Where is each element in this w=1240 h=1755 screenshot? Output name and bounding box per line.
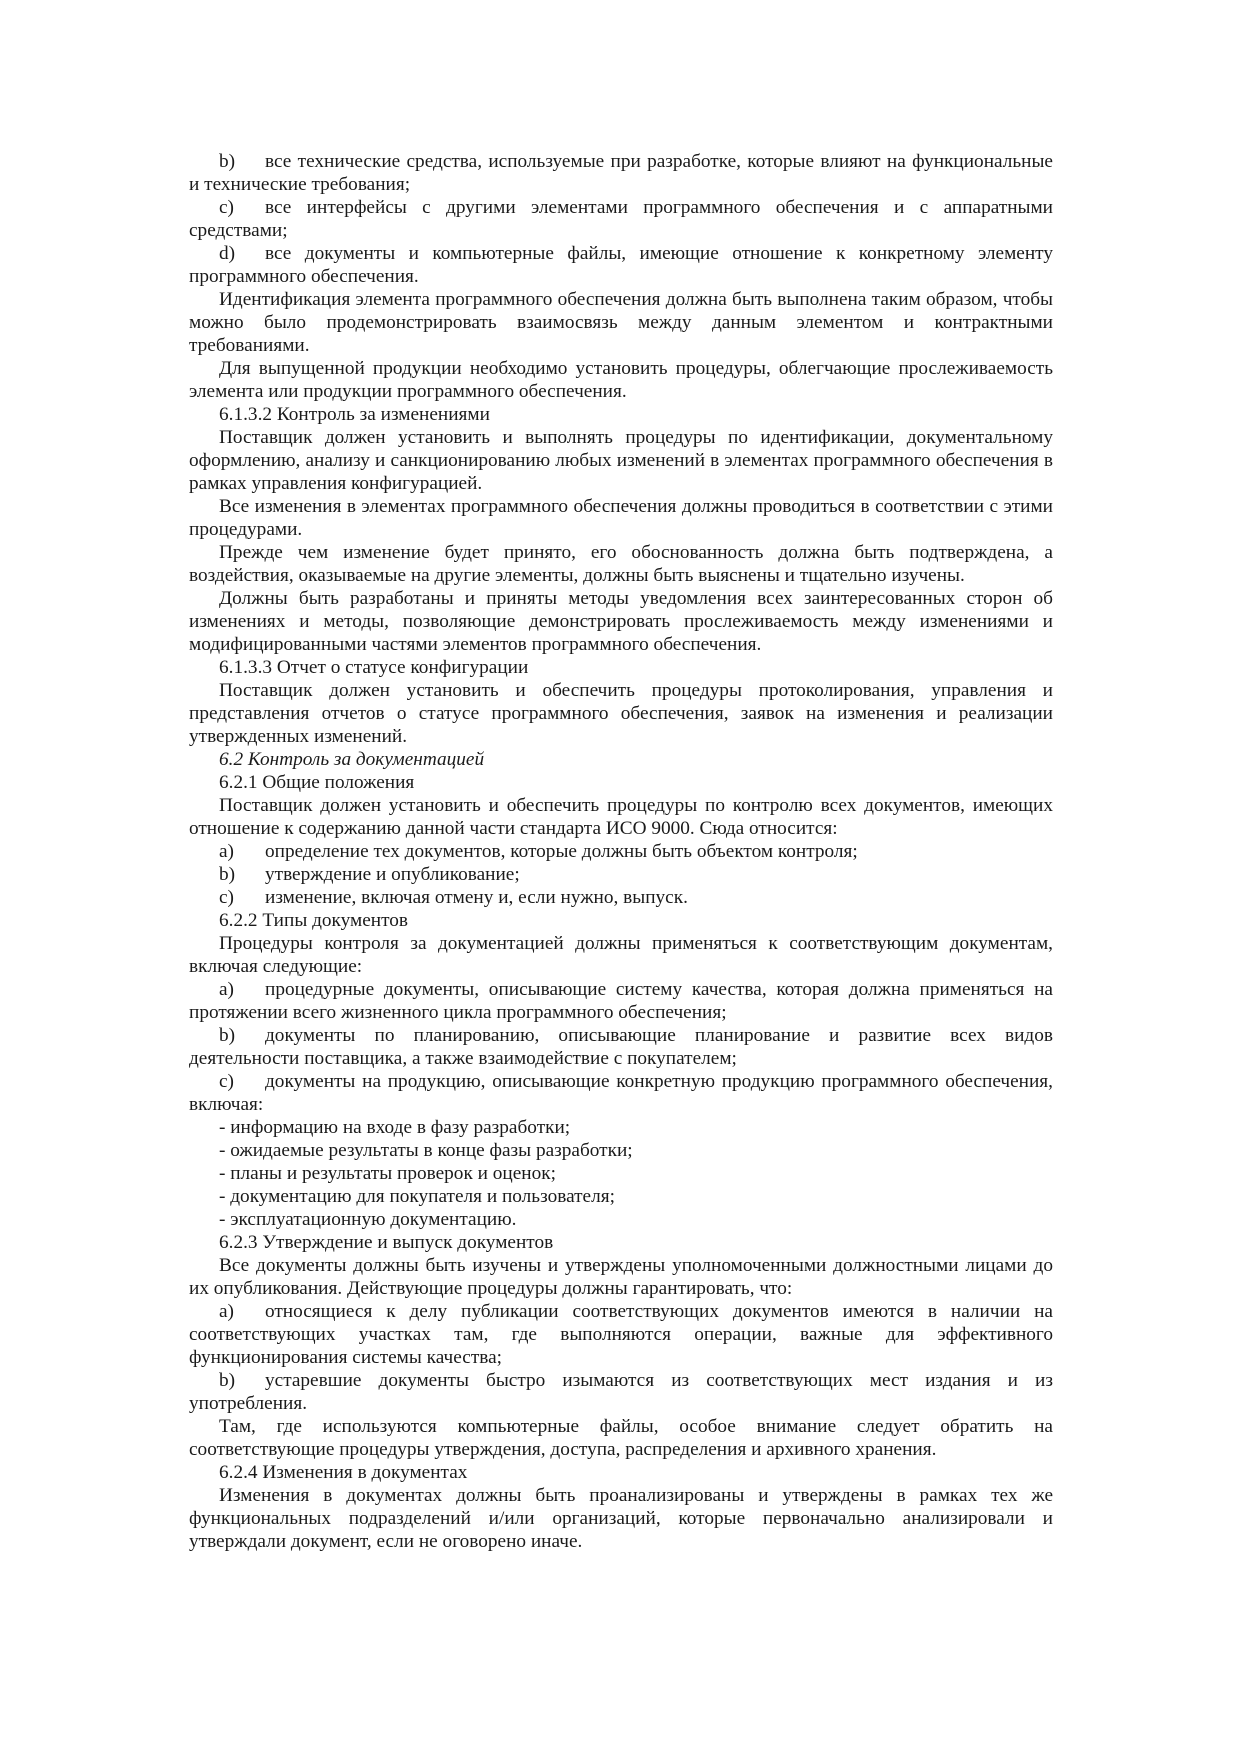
list-item-text: документы на продукцию, описывающие конкретную продукцию программного обеспечения, включая:	[189, 1071, 1053, 1115]
section-heading-italic: 6.2 Контроль за документацией	[219, 749, 485, 770]
paragraph: Поставщик должен установить и выполнять процедуры по идентификации, документальному оформлению, анализу и санкционированию любых изменений в элементах программного обеспечения в рамках управления конфигурацией.	[189, 427, 1053, 494]
list-item-text: документы по планированию, описывающие планирование и развитие всех видов деятельности поставщика, а также взаимодействие с покупателем;	[189, 1025, 1053, 1069]
document-page	[189, 150, 1053, 1553]
paragraph: Там, где используются компьютерные файлы, особое внимание следует обратить на соответствующие процедуры утверждения, доступа, распределения и архивного хранения.	[189, 1416, 1053, 1460]
list-item-text: все документы и компьютерные файлы, имеющие отношение к конкретному элементу программного обеспечения.	[189, 243, 1053, 287]
list-item-text: устаревшие документы быстро изымаются из соответствующих мест издания и из употребления.	[189, 1370, 1053, 1414]
list-item	[189, 196, 1053, 242]
paragraph: Поставщик должен установить и обеспечить процедуры протоколирования, управления и представления отчетов о статусе программного обеспечения, заявок на изменения и реализации утвержденных изменений.	[189, 680, 1053, 747]
list-item	[189, 1070, 1053, 1116]
section-heading: 6.2.4 Изменения в документах	[219, 1462, 468, 1483]
list-item	[189, 242, 1053, 288]
list-item	[189, 150, 1053, 196]
list-item	[189, 1024, 1053, 1070]
list-item-text: процедурные документы, описывающие систему качества, которая должна применяться на протяжении всего жизненного цикла программного обеспечения;	[189, 979, 1053, 1023]
dash-list-item: - эксплуатационную документацию.	[219, 1209, 517, 1230]
paragraph: Должны быть разработаны и приняты методы уведомления всех заинтересованных сторон об изменениях и методы, позволяющие демонстрировать прослеживаемость между изменениями и модифицированными частями элементов программного обеспечения.	[189, 588, 1053, 655]
list-marker: c)	[219, 1071, 234, 1092]
paragraph: Идентификация элемента программного обеспечения должна быть выполнена таким образом, чтобы можно было продемонстрировать взаимосвязь между данным элементом и контрактными требованиями.	[189, 289, 1053, 356]
list-marker: d)	[219, 243, 236, 264]
list-item	[189, 886, 1053, 909]
list-marker: a)	[219, 1301, 234, 1322]
list-item	[189, 863, 1053, 886]
paragraph: Все изменения в элементах программного обеспечения должны проводиться в соответствии с этими процедурами.	[189, 496, 1053, 540]
section-heading: 6.2.2 Типы документов	[219, 910, 409, 931]
section-heading: 6.2.3 Утверждение и выпуск документов	[219, 1232, 554, 1253]
section-heading: 6.2.1 Общие положения	[219, 772, 415, 793]
list-item	[189, 840, 1053, 863]
list-marker: c)	[219, 197, 234, 218]
dash-list-item: - информацию на входе в фазу разработки;	[219, 1117, 571, 1138]
dash-list-item: - ожидаемые результаты в конце фазы разработки;	[219, 1140, 633, 1161]
list-marker: b)	[219, 1025, 236, 1046]
list-item-text: утверждение и опубликование;	[265, 864, 520, 885]
list-item	[189, 1300, 1053, 1369]
list-item-text: все интерфейсы с другими элементами программного обеспечения и с аппаратными средствами;	[189, 197, 1053, 241]
list-item	[189, 978, 1053, 1024]
list-item-text: относящиеся к делу публикации соответствующих документов имеются в наличии на соответствующих участках там, где выполняются операции, важные для эффективного функционирования системы качества;	[189, 1301, 1053, 1368]
paragraph: Прежде чем изменение будет принято, его обоснованность должна быть подтверждена, а воздействия, оказываемые на другие элементы, должны быть выяснены и тщательно изучены.	[189, 542, 1053, 586]
list-marker: b)	[219, 1370, 236, 1391]
paragraph: Процедуры контроля за документацией должны применяться к соответствующим документам, включая следующие:	[189, 933, 1053, 977]
list-marker: a)	[219, 841, 234, 862]
list-item-text: изменение, включая отмену и, если нужно, выпуск.	[265, 887, 688, 908]
list-marker: a)	[219, 979, 234, 1000]
paragraph: Поставщик должен установить и обеспечить процедуры по контролю всех документов, имеющих отношение к содержанию данной части стандарта ИСО 9000. Сюда относится:	[189, 795, 1053, 839]
list-marker: c)	[219, 887, 234, 908]
paragraph: Все документы должны быть изучены и утверждены уполномоченными должностными лицами до их опубликования. Действующие процедуры должны гарантировать, что:	[189, 1255, 1053, 1299]
section-heading: 6.1.3.2 Контроль за изменениями	[219, 404, 490, 425]
list-marker: b)	[219, 151, 236, 172]
section-heading: 6.1.3.3 Отчет о статусе конфигурации	[219, 657, 529, 678]
list-item	[189, 1369, 1053, 1415]
list-item-text: определение тех документов, которые должны быть объектом контроля;	[265, 841, 858, 862]
list-marker: b)	[219, 864, 236, 885]
dash-list-item: - документацию для покупателя и пользователя;	[219, 1186, 615, 1207]
paragraph: Для выпущенной продукции необходимо установить процедуры, облегчающие прослеживаемость элемента или продукции программного обеспечения.	[189, 358, 1053, 402]
list-item-text: все технические средства, используемые при разработке, которые влияют на функциональные и технические требования;	[189, 151, 1053, 195]
paragraph: Изменения в документах должны быть проанализированы и утверждены в рамках тех же функциональных подразделений и/или организаций, которые первоначально анализировали и утверждали документ, если не оговорено иначе.	[189, 1485, 1053, 1552]
dash-list-item: - планы и результаты проверок и оценок;	[219, 1163, 556, 1184]
